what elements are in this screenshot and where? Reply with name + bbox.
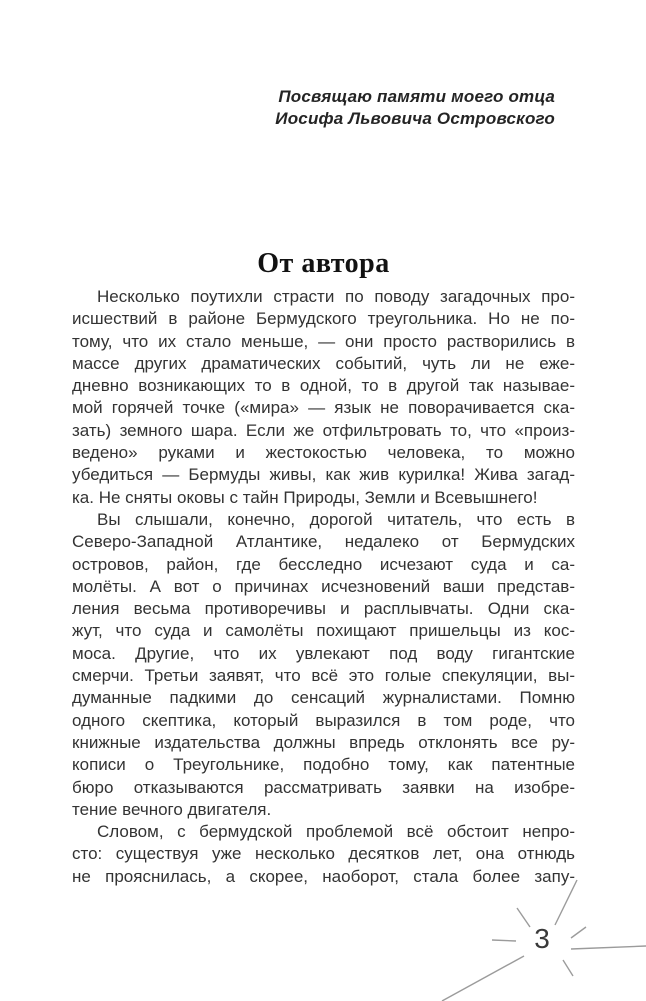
starburst-ray — [571, 927, 586, 938]
text-line: тому, что их стало меньше, — они просто растворились в — [72, 331, 575, 351]
body-text — [72, 286, 575, 888]
text-line: не прояснилась, а скорее, наоборот, стала более запу- — [72, 866, 575, 886]
text-line: массе других драматических событий, чуть ли не еже- — [72, 353, 575, 373]
page-number: 3 — [534, 923, 550, 954]
dedication-line: Иосифа Львовича Островского — [275, 109, 555, 129]
text-line: сто: существуя уже несколько десятков лет, она отнюдь — [72, 844, 575, 864]
text-line: тение вечного двигателя. — [72, 799, 272, 819]
text-line: убедиться — Бермуды живы, как жив курилка! Жива загад- — [72, 465, 575, 485]
starburst-ray — [442, 956, 524, 1001]
text-line: Вы слышали, конечно, дорогой читатель, что есть в — [97, 509, 575, 529]
text-line: кописи о Треугольнике, подобно тому, как патентные — [72, 755, 575, 775]
text-line: дневно возникающих то в одной, то в другой так называе- — [72, 376, 575, 396]
dedication-line: Посвящаю памяти моего отца — [278, 87, 555, 106]
text-line: мой горячей точке («мира» — язык не поворачивается ска- — [72, 398, 575, 418]
text-line: исшествий в районе Бермудского треугольника. Но не по- — [72, 309, 575, 329]
text-line: смерчи. Третьи заявят, что всё это голые спекуляции, вы- — [72, 666, 575, 686]
text-line: одного скептика, который выразился в том роде, что — [72, 710, 575, 730]
text-line: моса. Другие, что их увлекают под воду гигантские — [72, 643, 575, 663]
text-line: бюро отказываются рассматривать заявки на изобре- — [72, 777, 575, 797]
text-line: ления весьма противоречивы и расплывчаты. Одни ска- — [72, 599, 575, 619]
starburst-ray — [571, 946, 646, 949]
paragraph-1 — [72, 286, 575, 509]
text-line: островов, район, где бесследно исчезают суда и са- — [72, 554, 575, 574]
text-line: зать) земного шара. Если же отфильтровать то, что «произ- — [72, 420, 575, 440]
text-line: книжные издательства должны впредь отклонять все ру- — [72, 732, 575, 752]
starburst-ray — [563, 960, 573, 976]
text-line: Словом, с бермудской проблемой всё обстоит непро- — [97, 822, 575, 842]
text-line: Несколько поутихли страсти по поводу загадочных про- — [97, 287, 575, 306]
chapter-title: От автора — [257, 247, 390, 279]
paragraph-2 — [72, 509, 575, 821]
text-line: думанные падкими до сенсаций журналистами. Помню — [72, 688, 575, 708]
text-line: молёты. А вот о причинах исчезновений ваши представ- — [72, 576, 575, 596]
starburst-ray — [555, 880, 577, 925]
text-line: жут, что суда и самолёты похищают пришельцы из кос- — [72, 621, 575, 641]
text-line: ведено» руками и жестокостью человека, то можно — [72, 443, 575, 463]
text-line: Северо-Западной Атлантике, недалеко от Бермудских — [72, 532, 575, 552]
starburst-ray — [492, 940, 516, 941]
dedication — [275, 86, 555, 131]
text-line: ка. Не сняты оковы с тайн Природы, Земли и Всевышнего! — [72, 487, 538, 507]
